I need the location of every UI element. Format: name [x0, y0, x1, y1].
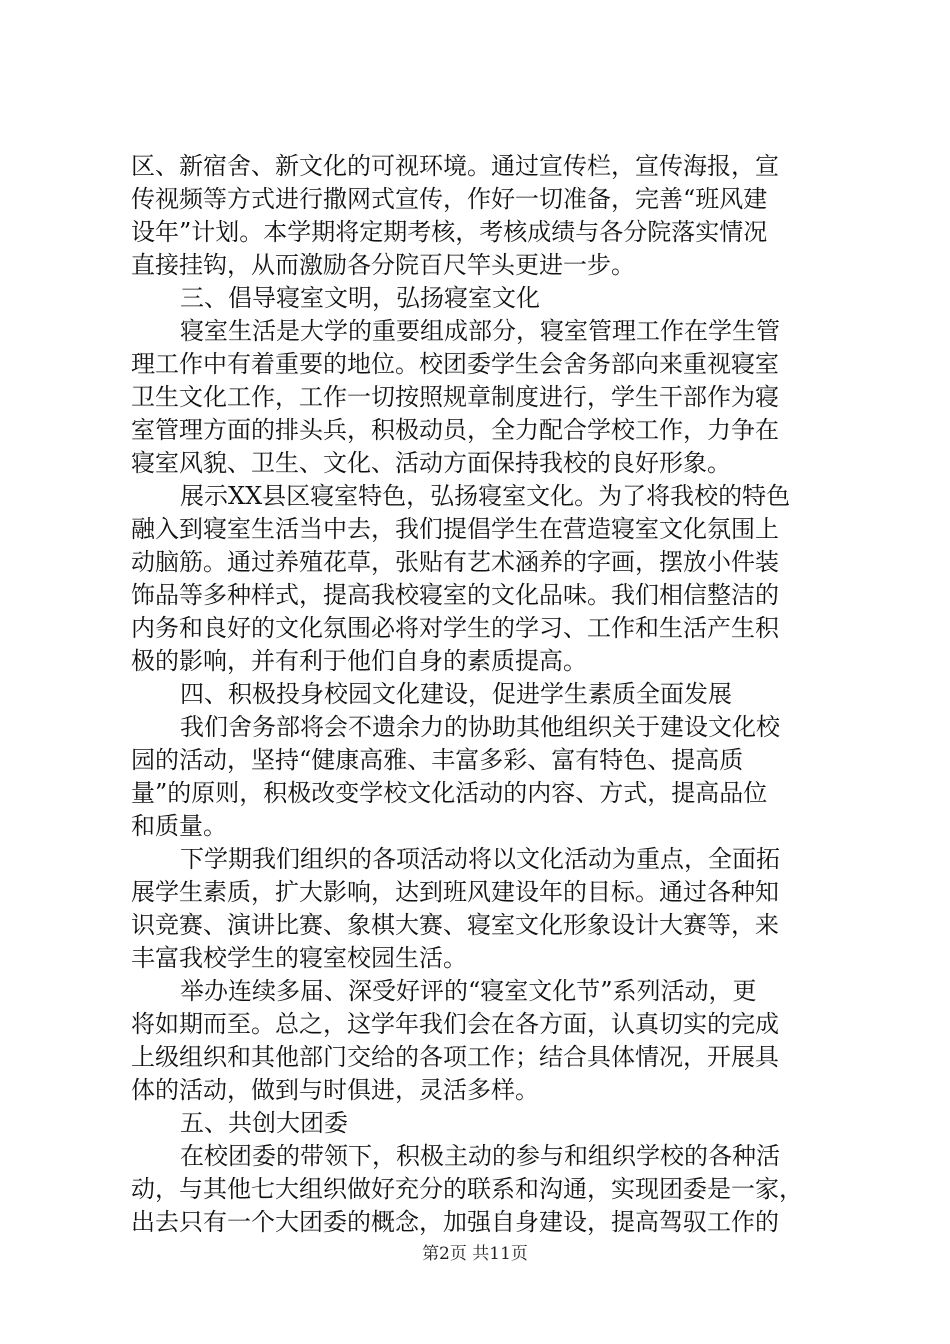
- text-line: 举办连续多届、深受好评的“寝室文化节”系列活动，更: [180, 977, 757, 1005]
- text-line: 直接挂钩，从而激励各分院百尺竿头更进一步。: [131, 251, 635, 279]
- text-line: 四、积极投身校园文化建设，促进学生素质全面发展: [180, 680, 732, 708]
- text-line: 卫生文化工作，工作一切按照规章制度进行，学生干部作为寝: [131, 383, 779, 411]
- text-line: 寝室风貌、卫生、文化、活动方面保持我校的良好形象。: [131, 449, 731, 477]
- text-line: 将如期而至。总之，这学年我们会在各方面，认真切实的完成: [131, 1010, 779, 1038]
- text-line: 展学生素质，扩大影响，达到班风建设年的目标。通过各种知: [131, 878, 779, 906]
- text-line: 展示XX县区寝室特色，弘扬寝室文化。为了将我校的特色: [180, 482, 791, 510]
- text-line: 园的活动，坚持“健康高雅、丰富多彩、富有特色、提高质: [131, 746, 744, 774]
- text-line: 动，与其他七大组织做好充分的联系和沟通，实现团委是一家，: [131, 1175, 803, 1203]
- text-line: 下学期我们组织的各项活动将以文化活动为重点，全面拓: [180, 845, 780, 873]
- text-line: 出去只有一个大团委的概念，加强自身建设，提高驾驭工作的: [131, 1208, 779, 1236]
- text-line: 动脑筋。通过养殖花草，张贴有艺术涵养的字画，摆放小件装: [131, 548, 779, 576]
- body-text: [131, 150, 831, 1239]
- text-line: 区、新宿舍、新文化的可视环境。通过宣传栏，宣传海报，宣: [131, 152, 779, 180]
- text-line: 我们舍务部将会不遗余力的协助其他组织关于建设文化校: [180, 713, 780, 741]
- text-line: 寝室生活是大学的重要组成部分，寝室管理工作在学生管: [180, 317, 780, 345]
- text-line: 丰富我校学生的寝室校园生活。: [131, 944, 467, 972]
- text-line: 三、倡导寝室文明，弘扬寝室文化: [180, 284, 540, 312]
- text-line: 识竞赛、演讲比赛、象棋大赛、寝室文化形象设计大赛等，来: [131, 911, 779, 939]
- text-line: 传视频等方式进行撒网式宣传，作好一切准备，完善“班风建: [131, 185, 768, 213]
- text-line: 饰品等多种样式，提高我校寝室的文化品味。我们相信整洁的: [131, 581, 779, 609]
- text-line: 上级组织和其他部门交给的各项工作；结合具体情况，开展具: [131, 1043, 779, 1071]
- text-line: 极的影响，并有利于他们自身的素质提高。: [131, 647, 587, 675]
- text-line: 和质量。: [131, 812, 227, 840]
- text-line: 体的活动，做到与时俱进，灵活多样。: [131, 1076, 539, 1104]
- text-line: 内务和良好的文化氛围必将对学生的学习、工作和生活产生积: [131, 614, 779, 642]
- page-number-footer: 第2页 共11页: [422, 1244, 528, 1264]
- text-line: 设年”计划。本学期将定期考核，考核成绩与各分院落实情况: [131, 218, 768, 246]
- text-line: 五、共创大团委: [180, 1109, 348, 1137]
- text-line: 融入到寝室生活当中去，我们提倡学生在营造寝室文化氛围上: [131, 515, 779, 543]
- text-line: 在校团委的带领下，积极主动的参与和组织学校的各种活: [180, 1142, 780, 1170]
- text-line: 理工作中有着重要的地位。校团委学生会舍务部向来重视寝室: [131, 350, 779, 378]
- text-line: 量”的原则，积极改变学校文化活动的内容、方式，提高品位: [131, 779, 768, 807]
- text-line: 室管理方面的排头兵，积极动员，全力配合学校工作，力争在: [131, 416, 779, 444]
